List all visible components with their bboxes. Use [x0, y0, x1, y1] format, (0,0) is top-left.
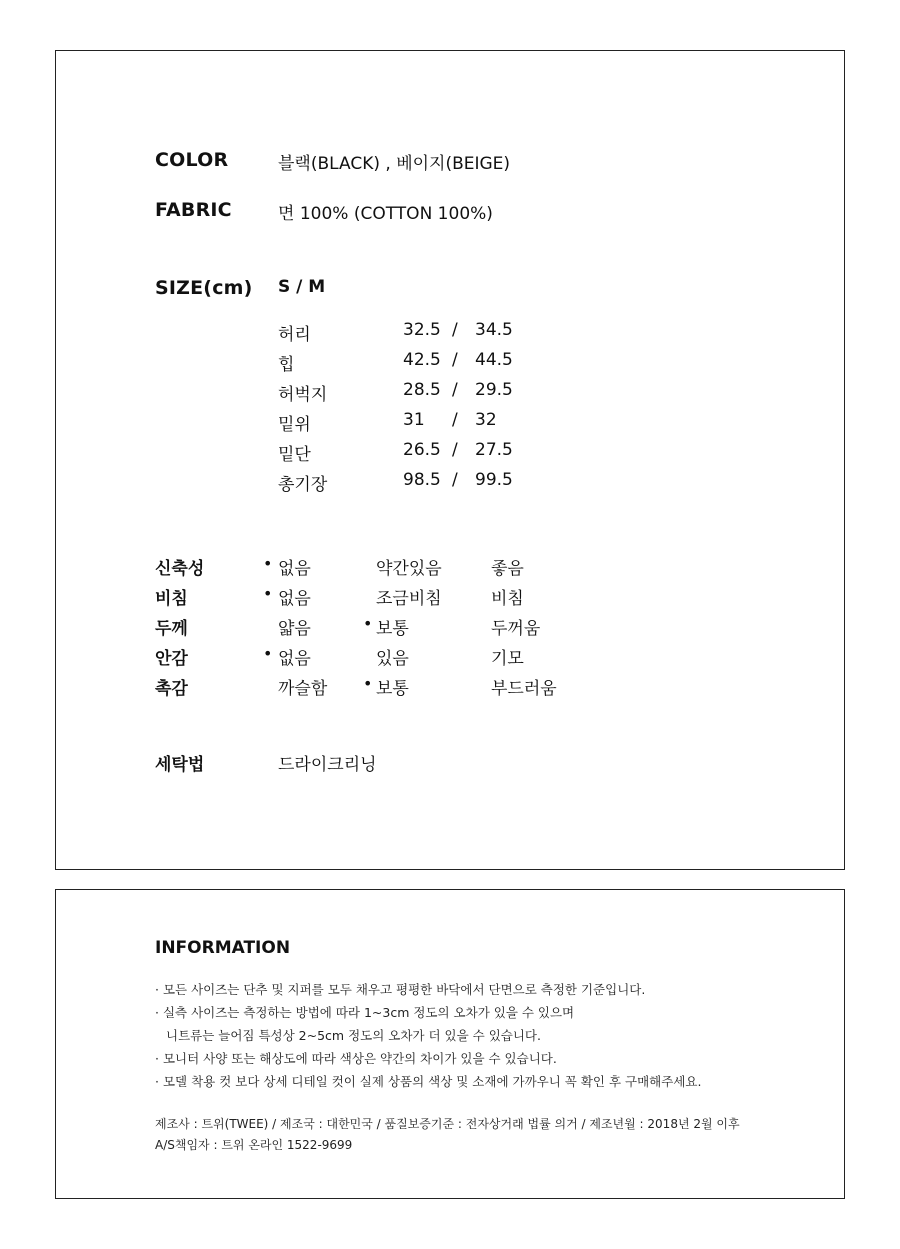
attribute-label: 안감	[155, 649, 188, 669]
size-s-value: 28.5	[403, 380, 441, 400]
information-title: INFORMATION	[155, 938, 291, 958]
manufacturer-info: 제조사 : 트위(TWEE) / 제조국 : 대한민국 / 품질보증기준 : 전자상거래 법률 의거 / 제조년월 : 2018년 2월 이후	[155, 1117, 740, 1131]
fabric-value: 면 100% (COTTON 100%)	[278, 204, 493, 224]
information-panel	[55, 889, 845, 1199]
wash-value: 드라이크리닝	[278, 755, 377, 775]
attribute-option: 보통	[376, 619, 409, 639]
attribute-option: 비침	[491, 589, 524, 609]
attribute-option: 없음	[278, 559, 311, 579]
attribute-option: 부드러움	[491, 679, 557, 699]
size-s-value: 32.5	[403, 320, 441, 340]
info-line: · 모델 착용 컷 보다 상세 디테일 컷이 실제 상품의 색상 및 소재에 가까우니 꼭 확인 후 구매해주세요.	[155, 1074, 702, 1089]
size-separator: /	[452, 380, 458, 400]
attribute-option: 약간있음	[376, 559, 442, 579]
measurement-name: 허벅지	[278, 385, 328, 405]
size-m-value: 29.5	[475, 380, 513, 400]
attribute-label: 두께	[155, 619, 188, 639]
attribute-label: 촉감	[155, 679, 188, 699]
size-separator: /	[452, 440, 458, 460]
measurement-name: 힙	[278, 355, 295, 375]
color-value: 블랙(BLACK) , 베이지(BEIGE)	[278, 154, 511, 174]
wash-label: 세탁법	[155, 755, 205, 775]
product-spec-panel	[55, 50, 845, 870]
attribute-option: 있음	[376, 649, 409, 669]
attribute-label: 비침	[155, 589, 188, 609]
info-line: · 모니터 사양 또는 해상도에 따라 색상은 약간의 차이가 있을 수 있습니다.	[155, 1051, 557, 1066]
selected-bullet: •	[263, 584, 273, 603]
as-contact-info: A/S책임자 : 트위 온라인 1522-9699	[155, 1138, 353, 1152]
attribute-option: 얇음	[278, 619, 311, 639]
attribute-option: 없음	[278, 649, 311, 669]
size-separator: /	[452, 410, 458, 430]
size-m-value: 99.5	[475, 470, 513, 490]
measurement-name: 밑위	[278, 415, 311, 435]
measurement-name: 총기장	[278, 475, 328, 495]
size-s-value: 26.5	[403, 440, 441, 460]
attribute-option: 조금비침	[376, 589, 442, 609]
attribute-label: 신축성	[155, 559, 205, 579]
size-separator: /	[452, 350, 458, 370]
size-m-value: 34.5	[475, 320, 513, 340]
attribute-option: 없음	[278, 589, 311, 609]
attribute-option: 보통	[376, 679, 409, 699]
selected-bullet: •	[263, 644, 273, 663]
color-label: COLOR	[155, 149, 229, 171]
info-line: 니트류는 늘어짐 특성상 2~5cm 정도의 오차가 더 있을 수 있습니다.	[166, 1028, 541, 1043]
size-value: S / M	[278, 277, 326, 297]
size-s-value: 42.5	[403, 350, 441, 370]
attribute-option: 두꺼움	[491, 619, 541, 639]
size-separator: /	[452, 320, 458, 340]
info-line: · 실측 사이즈는 측정하는 방법에 따라 1~3cm 정도의 오차가 있을 수 있으며	[155, 1005, 575, 1020]
size-s-value: 31	[403, 410, 425, 430]
measurement-name: 밑단	[278, 445, 311, 465]
info-line: · 모든 사이즈는 단추 및 지퍼를 모두 채우고 평평한 바닥에서 단면으로 측정한 기준입니다.	[155, 982, 646, 997]
measurement-name: 허리	[278, 325, 311, 345]
fabric-label: FABRIC	[155, 199, 232, 221]
size-label: SIZE(cm)	[155, 277, 253, 299]
size-m-value: 27.5	[475, 440, 513, 460]
selected-bullet: •	[363, 674, 373, 693]
attribute-option: 좋음	[491, 559, 524, 579]
size-separator: /	[452, 470, 458, 490]
attribute-option: 까슬함	[278, 679, 328, 699]
selected-bullet: •	[363, 614, 373, 633]
size-m-value: 32	[475, 410, 497, 430]
selected-bullet: •	[263, 554, 273, 573]
attribute-option: 기모	[491, 649, 524, 669]
size-m-value: 44.5	[475, 350, 513, 370]
size-s-value: 98.5	[403, 470, 441, 490]
